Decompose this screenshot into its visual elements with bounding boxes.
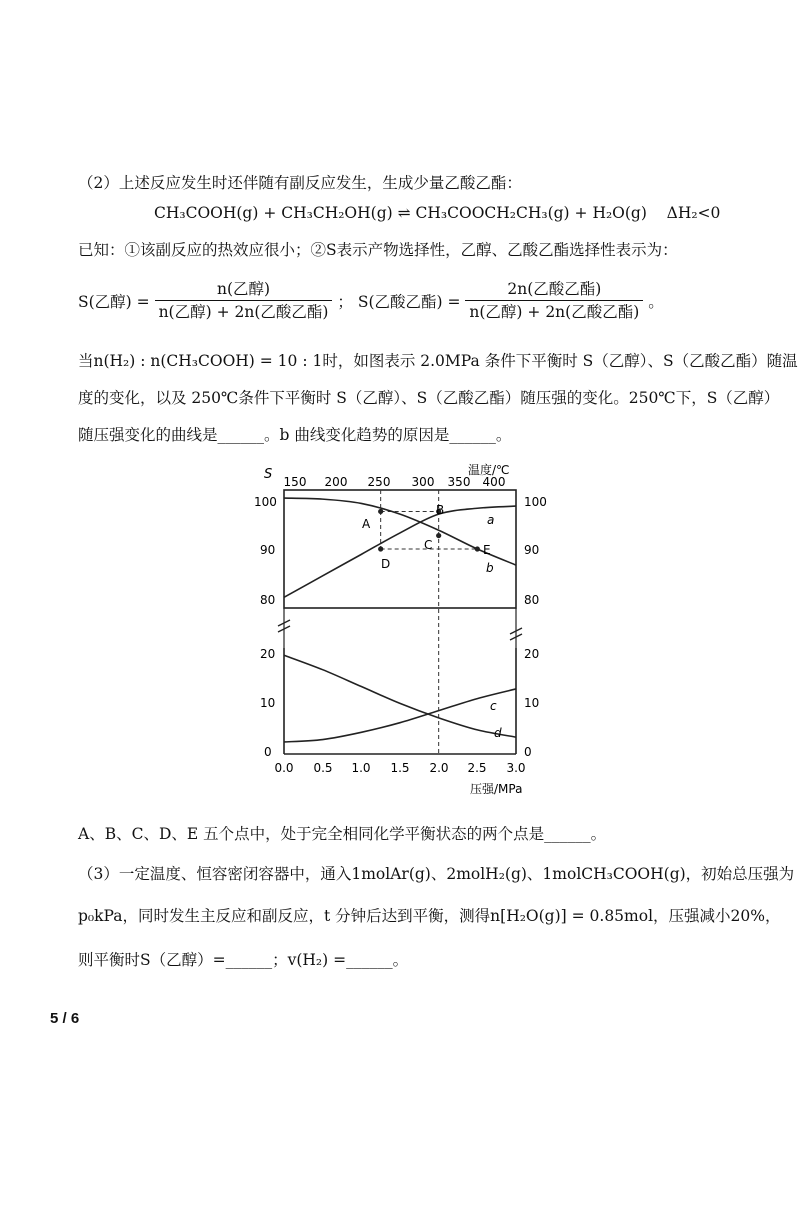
axis-break-icon — [278, 620, 522, 640]
formula1-fraction — [155, 278, 333, 323]
point-label-b: B — [436, 503, 445, 517]
s-axis-label: S — [264, 467, 273, 482]
q2-paragraph-line3: 随压强变化的曲线是______。b 曲线变化趋势的原因是______。 — [78, 426, 512, 444]
formula1-numerator: n(乙醇) — [155, 278, 333, 301]
point-label-a: A — [362, 517, 371, 531]
enthalpy-change: ΔH₂<0 — [666, 204, 721, 222]
point-label-e: E — [483, 543, 491, 557]
formula2-numerator: 2n(乙酸乙酯) — [465, 278, 643, 301]
curve-label-b: b — [486, 561, 494, 575]
side-reaction-equation — [154, 204, 720, 222]
point-e — [475, 546, 480, 551]
top-tick: 300 — [411, 475, 435, 489]
formula-separator: ； — [337, 292, 353, 311]
upper-left-tick: 80 — [260, 593, 276, 607]
bottom-tick: 3.0 — [506, 761, 526, 775]
q2-intro: （2）上述反应发生时还伴随有副反应发生，生成少量乙酸乙酯： — [78, 174, 522, 192]
equation-right: CH₃COOCH₂CH₃(g) + H₂O(g) — [415, 204, 647, 222]
curve-label-d: d — [494, 726, 502, 740]
question-points: A、B、C、D、E 五个点中，处于完全相同化学平衡状态的两个点是______。 — [78, 825, 607, 843]
top-tick: 200 — [324, 475, 348, 489]
equation-left: CH₃COOH(g) + CH₃CH₂OH(g) — [154, 204, 393, 222]
q3-line2: p₀kPa，同时发生主反应和副反应，t 分钟后达到平衡，测得n[H₂O(g)] = 0.85mol，压强减小20%， — [78, 907, 781, 925]
upper-left-tick: 90 — [260, 543, 276, 557]
top-tick: 350 — [447, 475, 471, 489]
q3-line3: 则平衡时S（乙醇）=______；v(H₂) =______。 — [78, 951, 409, 969]
equilibrium-arrow-icon: ⇌ — [397, 204, 411, 222]
point-d — [378, 546, 383, 551]
point-label-c: C — [424, 538, 433, 552]
formula1-denominator: n(乙醇) + 2n(乙酸乙酯) — [158, 303, 329, 321]
known-conditions: 已知：①该副反应的热效应很小；②S表示产物选择性，乙醇、乙酸乙酯选择性表示为： — [78, 241, 678, 259]
bottom-tick: 1.5 — [390, 761, 410, 775]
upper-right-tick: 100 — [524, 495, 547, 509]
formula1-label: S(乙醇) = — [78, 292, 150, 311]
lower-left-tick: 10 — [260, 696, 276, 710]
curve-d — [284, 655, 516, 737]
top-tick-labels — [284, 475, 506, 489]
curve-a — [284, 506, 516, 597]
selectivity-chart — [240, 462, 570, 802]
formula2-fraction — [465, 278, 643, 323]
q2-paragraph-line1: 当n(H₂) : n(CH₃COOH) = 10 : 1时，如图表示 2.0MPa 条件下平衡时 S（乙醇）、S（乙酸乙酯）随温 — [78, 352, 798, 370]
top-tick: 250 — [367, 475, 391, 489]
point-c — [436, 533, 441, 538]
lower-right-tick: 0 — [524, 745, 532, 759]
q3-line1: （3）一定温度、恒容密闭容器中，通入1molAr(g)、2molH₂(g)、1molCH₃COOH(g)，初始总压强为 — [78, 865, 795, 883]
bottom-axis-label: 压强/MPa — [470, 782, 523, 796]
upper-right-tick: 90 — [524, 543, 540, 557]
upper-right-tick: 80 — [524, 593, 540, 607]
bottom-tick: 2.0 — [429, 761, 449, 775]
formula2-label: S(乙酸乙酯) = — [357, 292, 461, 311]
top-tick: 400 — [482, 475, 506, 489]
lower-left-tick: 20 — [260, 647, 276, 661]
curve-label-c: c — [490, 699, 497, 713]
formula2-denominator: n(乙醇) + 2n(乙酸乙酯) — [469, 303, 640, 321]
upper-left-tick: 100 — [254, 495, 277, 509]
bottom-tick-labels — [274, 761, 525, 775]
formula-end: 。 — [648, 292, 664, 311]
lower-left-tick: 0 — [264, 745, 272, 759]
page-number: 5 / 6 — [50, 1010, 80, 1027]
lower-right-tick: 10 — [524, 696, 540, 710]
point-a — [378, 509, 383, 514]
q2-paragraph-line2: 度的变化，以及 250℃条件下平衡时 S（乙醇）、S（乙酸乙酯）随压强的变化。250℃下，S（乙醇） — [78, 389, 780, 407]
bottom-tick: 2.5 — [467, 761, 487, 775]
curve-c — [284, 689, 516, 742]
lower-right-tick: 20 — [524, 647, 540, 661]
point-label-d: D — [381, 557, 391, 571]
top-axis-label: 温度/℃ — [468, 463, 510, 477]
bottom-tick: 0.0 — [274, 761, 294, 775]
top-tick: 150 — [283, 475, 307, 489]
curve-label-a: a — [487, 513, 495, 527]
selectivity-formulas — [78, 278, 664, 323]
bottom-tick: 1.0 — [351, 761, 371, 775]
bottom-tick: 0.5 — [313, 761, 333, 775]
